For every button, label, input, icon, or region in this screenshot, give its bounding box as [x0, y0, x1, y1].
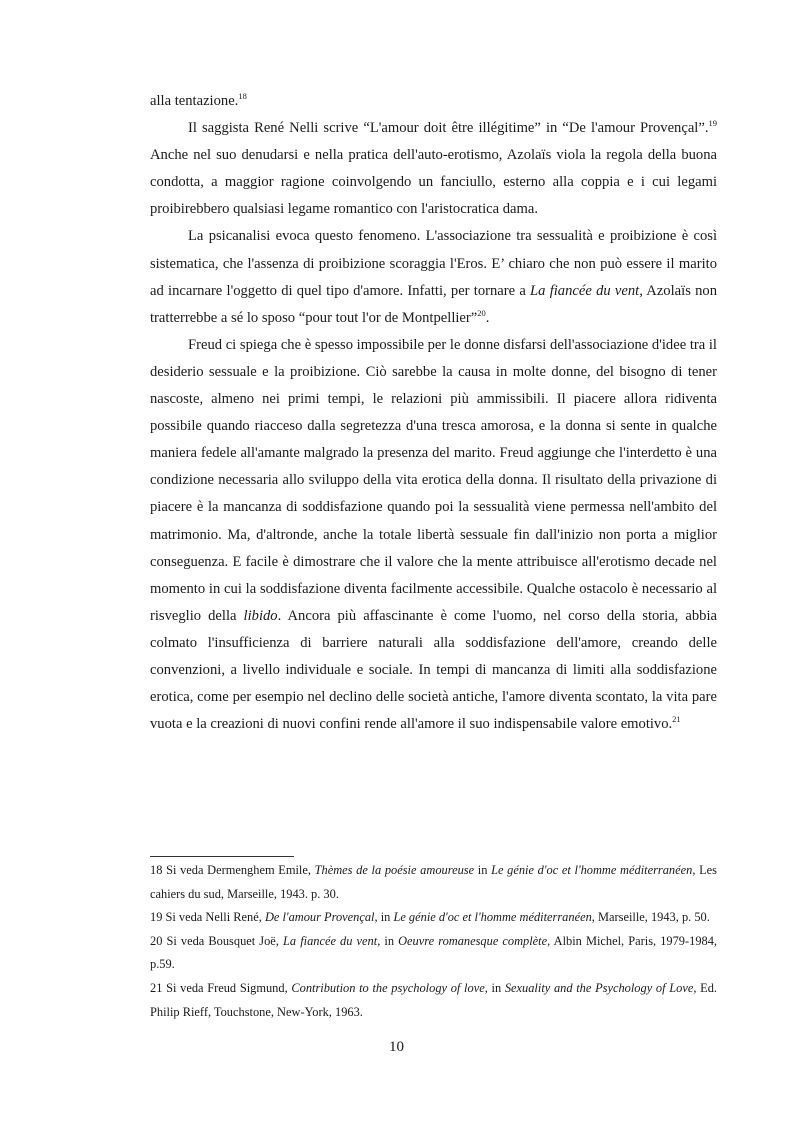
- paragraph-text: . Ancora più affascinante è come l'uomo, nel corso della storia, abbia colmato l'insufficienza di barriere naturali alla soddisfazione dell'amore, creando delle convenzioni, a livello individuale e sociale. In tempi di mancanza di limiti alla soddisfazione erotica, come per esempio nel declino delle società antiche, l'amore diventa scontato, la vita pare vuota e la creazioni di nuovi confini rende all'amore il suo indispensabile valore emotivo.: [150, 607, 717, 733]
- footnote-ref-21: 21: [672, 714, 681, 725]
- footnote-18: 18 Si veda Dermenghem Emile, Thèmes de la poésie amoureuse in Le génie d'oc et l'homme méditerranéen, Les cahiers du sud, Marseille, 1943. p. 30.: [150, 863, 717, 901]
- paragraph-3: [150, 223, 717, 331]
- book-title: La fiancée du vent,: [530, 282, 643, 299]
- paragraph-text: .: [485, 309, 490, 326]
- footnote-ref-18: 18: [238, 91, 247, 101]
- italic-term: libido: [243, 607, 278, 624]
- footnote-ref-19: 19: [708, 118, 717, 129]
- footnote-21: 21 Si veda Freud Sigmund, Contribution to the psychology of love, in Sexuality and the Psychology of Love, Ed. Philip Rieff, Touchstone, New-York, 1963.: [150, 980, 717, 1019]
- paragraph-text: La psicanalisi evoca questo fenomeno. L'associazione tra sessualità e proibizione è così sistematica, che l'assenza di proibizione scoraggia l'Eros. E’ chiaro che non può essere il marito ad incarnare l'oggetto di quel tipo d'amore. Infatti, per tornare a: [150, 228, 717, 299]
- paragraph-text: Freud ci spiega che è spesso impossibile per le donne disfarsi dell'associazione d'idee tra il desiderio sessuale e la proibizione. Ciò sarebbe la causa in molte donne, del bisogno di tener nascoste, almeno nei primi tempi, le relazioni più ammissibili. Il piacere allora ridiventa possibile quando riacceso dalla segretezza d'una tresca amorosa, e la donna si sente in qualche maniera fedele all'amante malgrado la presenza del marito. Freud aggiunge che l'interdetto è una condizione necessaria allo sviluppo della vita erotica della donna. Il risultato della privazione di piacere è la mancanza di soddisfazione quando poi la sessualità viene permessa nell'ambito del matrimonio. Ma, d'altronde, anche la totale libertà sessuale fin dall'inizio non porta a miglior conseguenza. E facile è dimostrare che il valore che la mente attribuisce all'erotismo decade nel momento in cui la soddisfazione diventa facilmente accessibile. Qualche ostacolo è necessario al risveglio della: [150, 336, 717, 624]
- footnote-20: 20 Si veda Bousquet Joë, La fiancée du vent, in Oeuvre romanesque complète, Albin Michel, Paris, 1979-1984, p.59.: [150, 933, 718, 972]
- footnote-ref-20: 20: [477, 307, 486, 318]
- paragraph-text: Azolaïs non tratterrebbe a sé lo sposo “pour tout l'or de Montpellier”: [150, 282, 717, 326]
- footnotes: [150, 859, 717, 1024]
- paragraph-1: [150, 88, 717, 115]
- footnote-separator: [150, 856, 294, 857]
- paragraph-4: [150, 332, 717, 738]
- paragraph-2: [150, 115, 717, 223]
- paragraph-text: Il saggista René Nelli scrive “L'amour doit être illégitime” in “De l'amour Provençal”.: [188, 120, 709, 137]
- footnote-19: 19 Si veda Nelli René, De l'amour Provençal, in Le génie d'oc et l'homme méditerranéen, Marseille, 1943, p. 50.: [150, 910, 710, 925]
- paragraph-text: Anche nel suo denudarsi e nella pratica dell'auto-erotismo, Azolaïs viola la regola della buona condotta, a maggior ragione coinvolgendo un fanciullo, esterno alla coppia e i cui legami proibirebbero qualsiasi legame romantico con l'aristocratica dama.: [150, 147, 717, 218]
- main-text: [150, 88, 717, 738]
- page-body: [150, 88, 717, 738]
- paragraph-text: alla tentazione.: [150, 93, 239, 109]
- page-number: 10: [389, 1039, 404, 1055]
